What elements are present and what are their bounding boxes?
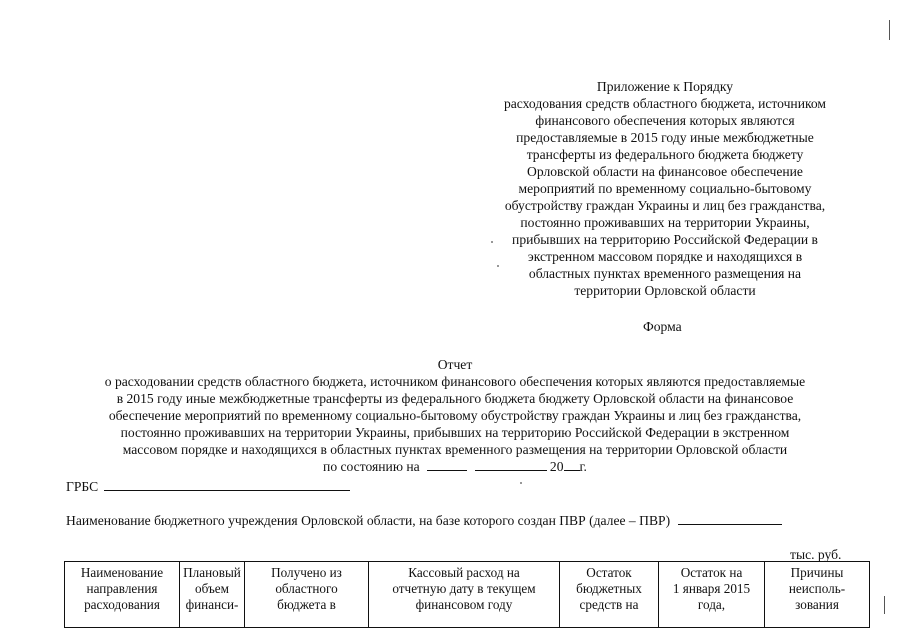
header-line: бюджета в [277,597,336,612]
appendix-line: Орловской области на финансовое обеспечение [527,164,803,179]
header-line: Кассовый расход на [408,565,520,580]
report-line: о расходовании средств областного бюджета, источником финансового обеспечения которых являются предоставляемые [104,374,806,389]
appendix-header [470,78,860,299]
header-line: Остаток на [680,565,743,580]
grbs-row [66,478,350,495]
scan-speck [497,265,499,267]
header-line: бюджетных [576,581,642,596]
grbs-label: ГРБС [66,479,99,494]
year-suffix: г. [579,459,587,474]
header-line: Наименование [80,565,164,580]
as-of-label: по состоянию на [323,459,420,474]
appendix-line: финансового обеспечения которых являются [535,113,795,128]
header-line: финансовом году [415,597,513,612]
col-header-balance [560,562,659,628]
institution-label: Наименование бюджетного учреждения Орловской области, на базе которого создан ПВР (далее – ПВР) [66,513,671,528]
appendix-line: обустройству граждан Украины и лиц без гражданства, [504,198,826,213]
table-header-row [65,562,870,628]
header-line: Плановый [183,565,241,580]
appendix-line: мероприятий по временному социально-бытовому [518,181,812,196]
form-label: Форма [643,319,682,334]
year-field[interactable] [564,458,580,471]
appendix-line: Приложение к Порядку [596,79,734,94]
report-line: постоянно проживавших на территории Украины, прибывших на территорию Российской Федерации в экстренном [120,425,790,440]
header-line: 1 января 2015 [672,581,751,596]
header-line: Причины [790,565,844,580]
col-header-planned-volume [180,562,245,628]
units-label: тыс. руб. [790,547,842,562]
appendix-line: трансферты из федерального бюджета бюджету [526,147,804,162]
institution-row [66,512,782,529]
scan-edge-mark [884,596,885,614]
header-line: Остаток [586,565,632,580]
institution-field[interactable] [678,512,782,525]
col-header-balance-jan [659,562,765,628]
grbs-field[interactable] [104,478,350,491]
appendix-line: расходования средств областного бюджета, источником [503,96,827,111]
report-line: массовом порядке и находящихся в областных пунктах временного размещения на территории Орловской области [122,442,788,457]
appendix-line: предоставляемые в 2015 году иные межбюджетные [516,130,814,145]
header-line: финанси- [185,597,239,612]
as-of-date-line [52,458,858,475]
header-line: неисполь- [788,581,846,596]
month-field[interactable] [475,458,547,471]
header-line: отчетную дату в текущем [392,581,536,596]
scan-edge-mark [889,20,890,40]
scan-speck [491,241,493,243]
appendix-line: территории Орловской области [574,283,756,298]
header-line: областного [275,581,338,596]
col-header-cash-expense [369,562,560,628]
header-line: года, [697,597,726,612]
report-table [64,561,870,628]
col-header-reasons [765,562,870,628]
appendix-line: постоянно проживавших на территории Украины, [520,215,810,230]
header-line: Получено из [271,565,342,580]
day-field[interactable] [427,458,467,471]
header-line: объем [195,581,229,596]
appendix-line: прибывших на территорию Российской Федерации в [512,232,818,247]
header-line: расходования [84,597,160,612]
report-line: в 2015 году иные межбюджетные трансферты из федерального бюджета бюджету Орловской области на финансовое [116,391,794,406]
report-title: Отчет [437,357,473,372]
header-line: средств на [579,597,639,612]
header-line: направления [86,581,158,596]
year-prefix: 20 [549,459,564,474]
appendix-line: областных пунктах временного размещения на [528,266,802,281]
col-header-received [245,562,369,628]
report-title-block [52,356,858,475]
header-line: зования [795,597,839,612]
report-line: обеспечение мероприятий по временному социально-бытовому обустройству граждан Украины и лиц без гражданства, [108,408,802,423]
appendix-line: экстренном массовом порядке и находящихся в [527,249,803,264]
col-header-direction [65,562,180,628]
scan-speck [520,482,522,484]
